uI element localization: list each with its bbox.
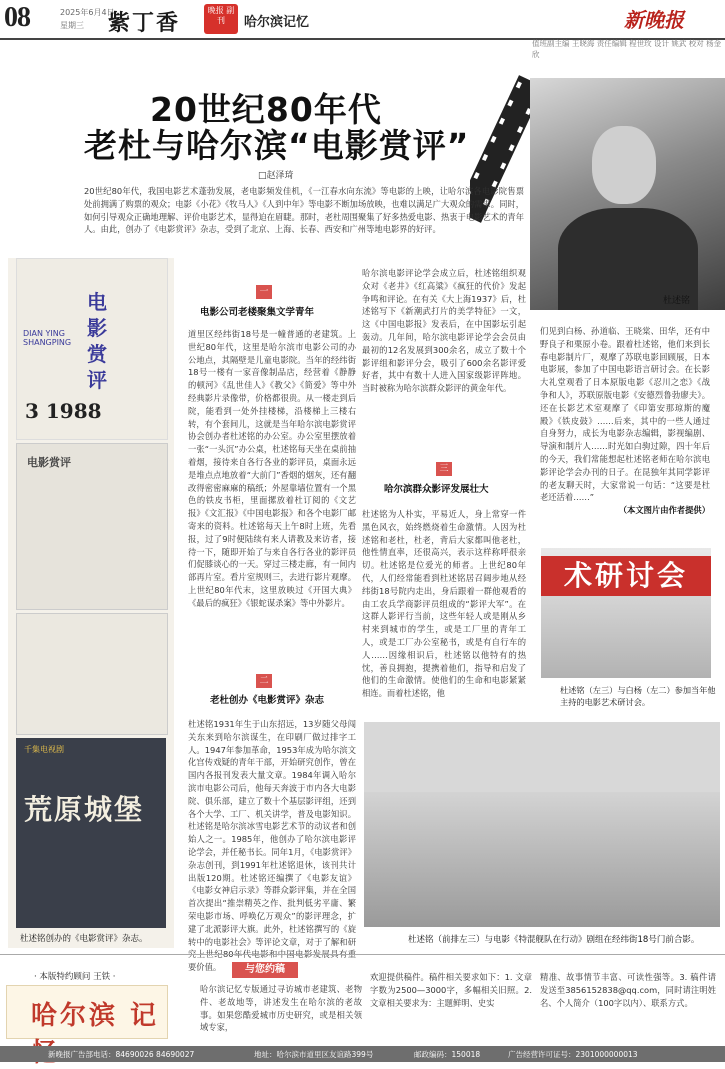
magazine-cover-4: [16, 738, 166, 928]
magazine-page-3: [16, 613, 168, 735]
footer-postcode: 邮政编码：150018: [414, 1050, 481, 1059]
column-logo: [6, 985, 168, 1039]
invitation-title: 与您约稿: [232, 962, 298, 978]
group-photo-caption: 杜述铭（前排左三）与电影《特混舰队在行动》剧组在经纬街18号门前合影。: [408, 935, 700, 945]
magazine-page-2: [16, 443, 168, 610]
magazine-pinyin: DIAN YING SHANGPING: [23, 329, 72, 347]
magazine-cover-1: [16, 258, 168, 440]
section2-text: 杜述铭1931年生于山东招远，13岁随父母闯关东来到哈尔滨谋生，在印刷厂做过排字工人。1947年参加革命，1953年成为哈尔滨文化宫传戏疑的青年干部，开始研究创作，曾在国内各报刊发表大量文章。1984年调入哈尔滨市电影公司后，他每天奔波于市内各大电影院、俱乐部，建立了数十个基层影评组，还到各个大学、工厂、机关讲学，普及电影知识。杜述铭是哈尔滨冰雪电影艺术节的动议者和创始人之一。1985年，他创办了哈尔滨电影评论学会，并任秘书长。同年1月，《电影赏评》杂志创刊，到1991年杜述铭退休，该刊共计出版120期。杜述铭还编撰了《电影友谊》《电影女神启示录》等群众影评集，并在全国首次提出“推崇精英之作、批判低劣平庸、繁荣电影市场、呼唤亿万观众”的影评理念，扩建了北派影评大旗。此外，杜述铭撰写的《旋转中的电影社会》等评论文章，对于了解和研 要价值。: [188, 719, 356, 973]
section1-title: 电影公司老楼聚集文学青年: [200, 307, 315, 318]
section1-number: 一: [256, 285, 272, 299]
section3-title: 哈尔滨群众影评发展壮大: [384, 484, 489, 495]
symposium-banner: 术研讨会: [541, 556, 711, 596]
column-logo-text: 哈尔滨 记: [31, 1001, 160, 1031]
footer-bar: [0, 1046, 725, 1062]
headline-line1: 20世纪80年代: [150, 90, 382, 129]
magazine-photos: [8, 258, 174, 948]
magazine-issue: 3 1988: [25, 399, 102, 423]
magazine-caption: 杜述铭创办的《电影赏评》杂志。: [20, 934, 148, 944]
tv-series-title: 荒原城堡: [24, 793, 145, 826]
invitation-text-2: 欢迎提供稿件。稿件相关要求如下：1. 文章字数为2500—3000字，多幅相关旧照。2.文章相关要求为：主题鲜明、史实: [370, 972, 532, 1008]
supplement-brand: 紫丁香: [108, 10, 181, 36]
editor-credits: 值班副主编 王晓海 责任编辑 程世玫 设计 姚武 校对 杨金欣: [532, 39, 722, 59]
invitation-text-1: 哈尔滨记忆专版通过寻访城市老建筑、老物件、老故地等，讲述发生在哈尔滨的老故事。如果您酷爱城市历史研究，或是相关领域专家，: [200, 984, 362, 1033]
symposium-photo: [541, 548, 711, 678]
group-photo-wall: [364, 722, 720, 792]
column3-body: 们见到白杨、孙道临、王晓棠、田华，还有中野良子和栗原小卷。跟着杜述铭，他们来到长春电影制片厂，观摩了苏联电影回顾展，日本电影展，参加了中国电影语言研讨会。在长影大礼堂观看了日本原版电影《忍川之恋》《战争和人》，苏联原版电影《安德烈鲁勃廖夫》。还在长影艺术室观摩了《印第安那琼斯的魔殿》《铁皮鼓》……后来，其中的一些人通过自身努力，成长为电影杂志编辑，影视编剧、导演和制片人……时光如白驹过隙，四十年后的今天，我们常能想起杜述铭老师在哈尔滨电影评论学会办刊的日子。在昆独年其同学影评的老友聊天时，大家常说一句话：“这要是杜老还活着……”: [540, 326, 710, 503]
invitation-text-3: 精准、故事情节丰富、可读性强等。3. 稿件请发送至3856152838@qq.com，同时请注明姓名、个人简介（100字以内）、联系方式。: [540, 972, 716, 1008]
footer-divider: [0, 954, 725, 955]
newspaper-logo: 新晚报: [624, 8, 684, 32]
magazine-page-title: 电影赏评: [27, 456, 71, 469]
group-photo: [364, 722, 720, 927]
footer-ad-phone: 新晚报广告部电话：84690026 84690027: [48, 1050, 195, 1059]
supplement-seal: 晚报 副刊: [204, 4, 238, 34]
tv-series-label: 千集电视剧: [24, 745, 64, 754]
intro-paragraph: 20世纪80年代，我国电影艺术蓬勃发展，老电影频发佳机，《一江春水向东流》等电影的上映，让哈尔滨各电影院售票处前拥满了购票的观众；电影《小花》《牧马人》《人到中年》等电影不断加场放映，也难以满足广大观众的需求。同时，如何引导观众正确地理解、评价电影艺术，显得迫在眉睫。那时，老杜周围聚集了好多热爱电影、热衷于电影艺术的青年人。由此，创办了《电影赏评》杂志，受到了北京、上海、长春、西安和广州等地电影界的好评。: [84, 186, 524, 235]
portrait-caption: 杜述铭: [663, 296, 691, 306]
section3-text: 杜述铭为人朴实，平易近人，身上常穿一件黑色风衣，始终燃烧着生命激情。人因为杜述铭和老杜，杜老，背后大家都叫他老杜，他性情直率，还很高兴，表示这样称呼很亲切。杜述铭是位爱光的师者。上世纪80年代，人们经常能看到杜述铭居召阔步地从经纬街18号院内走出，身后跟着一群他观看的由工农兵学商影评员组成的“影评大军”。在这群人影评行当前，这些年轻人或是刚从乡村来到城市的学生，或是工厂里的青年工人，或是工厂办公室秘书，或是有自行车的人……因缘相识后，杜述铭以他特有的热忱，善良拥抱，提携着他们，指导和启发了他们的生命激情。使他们的生命和电影紧紧相连。而着杜述铭，他: [362, 509, 526, 699]
section2-number: 二: [256, 674, 272, 688]
issue-weekday: 星期三: [60, 21, 84, 30]
headline-line2: 老杜与哈尔滨“电影赏评”: [84, 126, 470, 165]
symposium-caption: 杜述铭（左三）与白杨（左二）参加当年他主持的电影艺术研讨会。: [560, 685, 716, 707]
column2-text: 哈尔滨电影评论学会成立后，杜述铭组织观众对《老井》《红高粱》《疯狂的代价》发起争鸣和评论。在有关《大上海1937》后，杜述铭写下《新潮武打片的美学特征》一文，这《中国电影报》发表后，在中国影坛引起轰动。几年间，哈尔滨电影评论学会会员由最初的12名发展到300余名，成立了数十个影评组和影评分会，吸引了600余名影评爱好者，其中有数十人进入国家级影评阵地。当时被称为哈尔滨群众影评的黄金年代。: [362, 268, 526, 394]
section3-number: 三: [436, 462, 452, 476]
magazine-title: 电影赏评: [87, 290, 107, 392]
masthead: [0, 0, 725, 40]
byline: □赵泽琦: [258, 171, 294, 181]
section2-title: 老杜创办《电影赏评》杂志: [210, 695, 325, 706]
portrait-photo: [530, 78, 725, 310]
portrait-face: [592, 126, 656, 204]
section1-text: 道里区经纬街18号是一幢普通的老建筑。上世纪80年代，这里是哈尔滨市电影公司的办公地点，其隔壁是儿童电影院。当年的经纬街18号一楼有一家音像制品店，经营着《静静的顿河》《乱世佳人》《教父》《简爱》等中外经典影片录像带，价格都很贵。从一楼走到后院，能看到一处外挂楼梯，沿楼梯上三楼右转，有个套间儿，这就是当年哈尔滨电影赏评协会创办者杜述铭的办公室。办公室里摆放着一张“一头沉”办公桌，杜述铭每天坐在桌前抽着烟，接待来自各行各业的影评员，桌面永远是堆点点地放着“大前门”香烟的烟灰，还有翻改得密密麻麻的稿纸；外屋靠墙位置有一个黑色的铁皮书柜，里面摞放着杜订阅的《文艺报》《文汇报》《中国电影报》和各个电影厂邮寄来的资料。杜述铭每天上午8时上班，先看报，过了9时便陆续有来人请教及来访者，接待一下，随即开始了与来自各行各业的影评员们促膝谈心的一天。穿过三楼走廊，有一间内部再片室。看片室规则三，去进行影片观摩。上世纪80年代末，这里放映过《开国大典》《最后的疯狂》《银蛇谋杀案》等中外影片。: [188, 329, 356, 608]
column-name: 哈尔滨记忆: [244, 15, 310, 30]
issue-date: 2025年6月4日: [60, 8, 115, 17]
column3-text: [540, 325, 710, 517]
footer-address: 地址：哈尔滨市道里区友谊路399号: [254, 1050, 374, 1059]
footer-license: 广告经营许可证号：2301000000013: [508, 1050, 638, 1059]
special-consultant: · 本版特约顾问 王铁 ·: [34, 972, 116, 982]
page-number: 08: [4, 2, 30, 33]
photo-credit: （本文图片由作者提供）: [618, 505, 710, 516]
